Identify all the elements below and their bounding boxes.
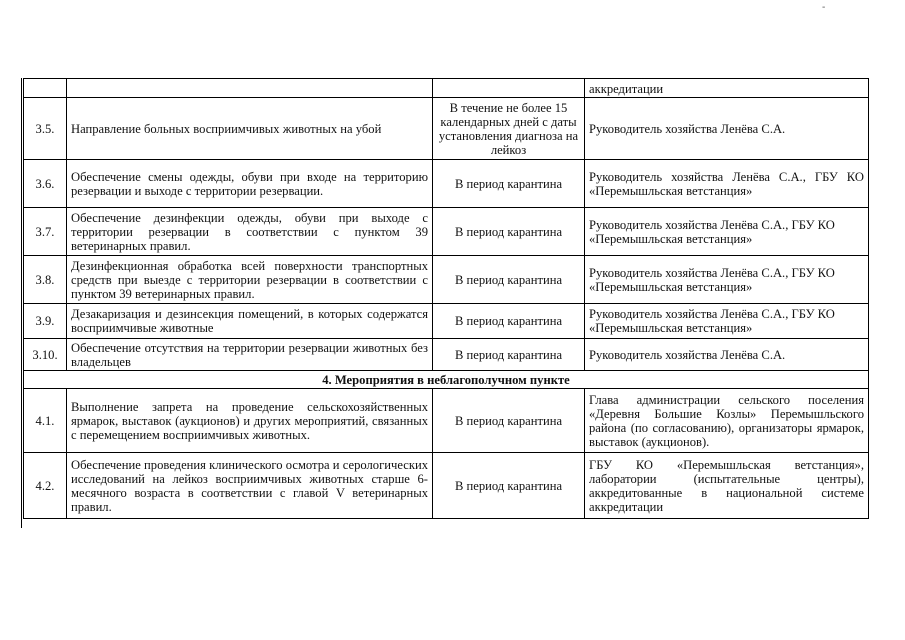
row-responsible: Руководитель хозяйства Ленёва С.А. [585, 339, 869, 371]
table-row-3-8 [24, 256, 869, 304]
row-number: 3.9. [24, 304, 67, 339]
row-responsible: Руководитель хозяйства Ленёва С.А., ГБУ КО «Перемышльская ветстанция» [585, 304, 869, 339]
left-margin-line [21, 78, 22, 528]
row-action: Обеспечение отсутствия на территории резервации животных без владельцев [67, 339, 433, 371]
table-row-3-6 [24, 160, 869, 208]
table-row-3-10 [24, 339, 869, 371]
row-responsible-cell: аккредитации [585, 79, 869, 98]
row-responsible: Глава администрации сельского поселения «Деревня Большие Козлы» Перемышльского района (по согласованию), организаторы ярмарок, выставок (аукционов). [585, 389, 869, 453]
row-action: Обеспечение смены одежды, обуви при входе на территорию резервации и выходе с территории резервации. [67, 160, 433, 208]
row-term: В течение не более 15 календарных дней с даты установления диагноза на лейкоз [433, 98, 585, 160]
page-mark: - [822, 2, 826, 13]
row-number: 4.2. [24, 453, 67, 519]
measures-table [23, 78, 869, 519]
row-action: Направление больных восприимчивых животных на убой [67, 98, 433, 160]
table-row-3-7 [24, 208, 869, 256]
row-action-cell [67, 79, 433, 98]
row-term: В период карантина [433, 304, 585, 339]
table-row-4-1 [24, 389, 869, 453]
row-term: В период карантина [433, 256, 585, 304]
row-action: Обеспечение проведения клинического осмотра и серологических исследований на лейкоз восприимчивых животных старше 6-месячного возраста в соответствии с главой V ветеринарных правил. [67, 453, 433, 519]
row-responsible: ГБУ КО «Перемышльская ветстанция», лаборатории (испытательные центры), аккредитованные в национальной системе аккредитации [585, 453, 869, 519]
table-row-3-5 [24, 98, 869, 160]
row-responsible: Руководитель хозяйства Ленёва С.А., ГБУ КО «Перемышльская ветстанция» [585, 256, 869, 304]
table-row-3-9 [24, 304, 869, 339]
row-term: В период карантина [433, 208, 585, 256]
row-term: В период карантина [433, 160, 585, 208]
row-responsible: Руководитель хозяйства Ленёва С.А., ГБУ КО «Перемышльская ветстанция» [585, 208, 869, 256]
row-term: В период карантина [433, 339, 585, 371]
row-number: 3.7. [24, 208, 67, 256]
table-row-continuation [24, 79, 869, 98]
row-number: 3.6. [24, 160, 67, 208]
row-term: В период карантина [433, 389, 585, 453]
row-term: В период карантина [433, 453, 585, 519]
row-action: Выполнение запрета на проведение сельскохозяйственных ярмарок, выставок (аукционов) и других мероприятий, связанных с перемещением восприимчивых животных. [67, 389, 433, 453]
row-responsible: Руководитель хозяйства Ленёва С.А. [585, 98, 869, 160]
row-number: 3.10. [24, 339, 67, 371]
row-responsible: Руководитель хозяйства Ленёва С.А., ГБУ КО «Перемышльская ветстанция» [585, 160, 869, 208]
row-number: 4.1. [24, 389, 67, 453]
row-action: Обеспечение дезинфекции одежды, обуви при выходе с территории резервации в соответствии с пунктом 39 ветеринарных правил. [67, 208, 433, 256]
section-4-title: 4. Мероприятия в неблагополучном пункте [24, 371, 869, 389]
row-term-cell [433, 79, 585, 98]
row-number: 3.8. [24, 256, 67, 304]
section-4-header-row [24, 371, 869, 389]
row-action: Дезинфекционная обработка всей поверхности транспортных средств при выезде с территории резервации в соответствии с пунктом 39 ветеринарных правил. [67, 256, 433, 304]
row-number-cell [24, 79, 67, 98]
row-number: 3.5. [24, 98, 67, 160]
table-row-4-2 [24, 453, 869, 519]
row-action: Дезакаризация и дезинсекция помещений, в которых содержатся восприимчивые животные [67, 304, 433, 339]
